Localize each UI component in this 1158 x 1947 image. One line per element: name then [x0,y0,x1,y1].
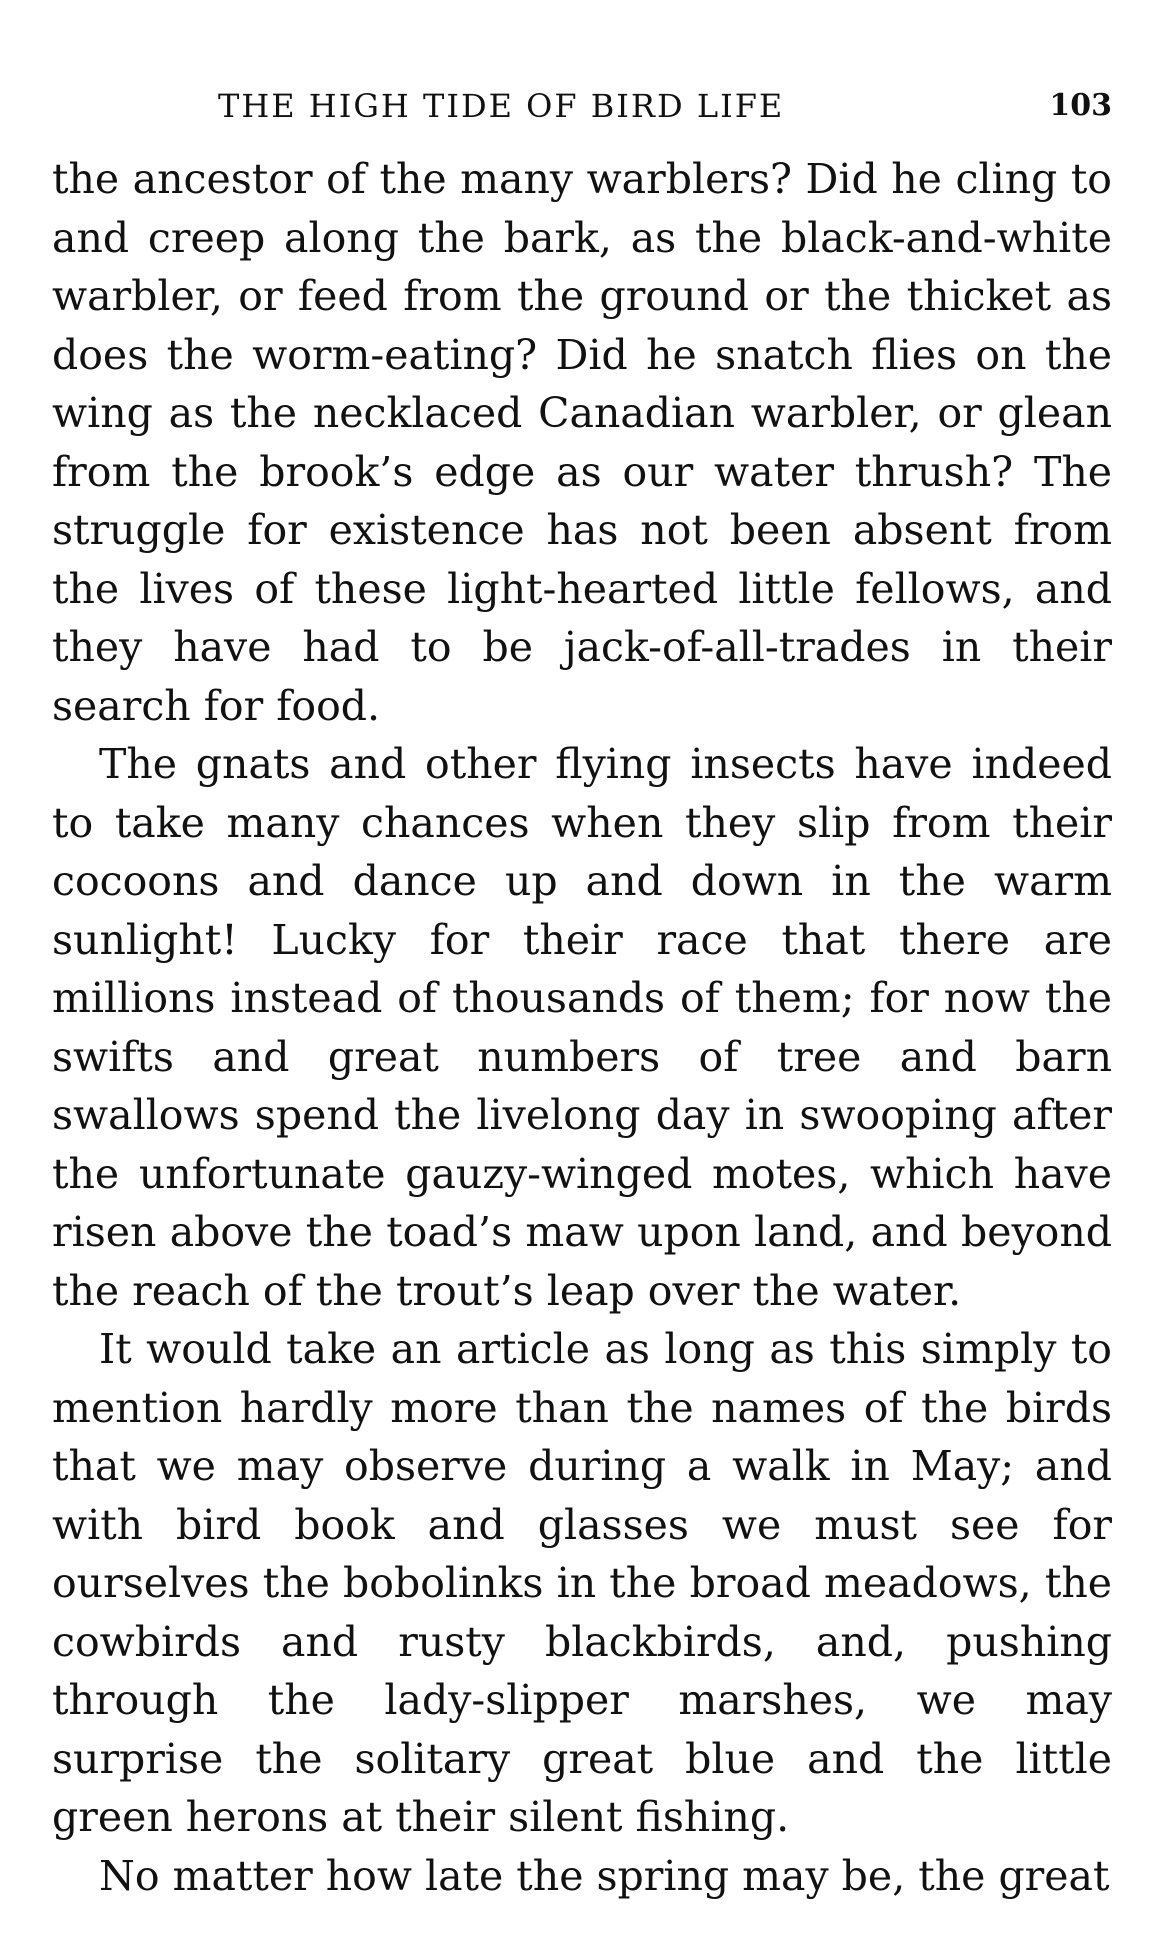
body-text [52,150,1112,1905]
paragraph-insects: The gnats and other flying insects have indeed to take many chances when they slip from their cocoons and dance up and down in the warm sunlight! Lucky for their race that there are millions instead of thousands of them; for now the swifts and great numbers of tree and barn swallows spend the livelong day in swooping after the unfortunate gauzy-winged motes, which have risen above the toad’s maw upon land, and beyond the reach of the trout’s leap over the water. [52,740,1112,1315]
page-number: 103 [1049,88,1112,123]
paragraph-late-spring: No matter how late the spring may be, the great [99,1851,1110,1900]
paragraph-walk-in-may: It would take an article as long as this simply to mention hardly more than the names of the birds that we may observe during a walk in May; and with bird book and glasses we must see for ourselves the bobolinks in the broad meadows, the cowbirds and rusty blackbirds, and, pushing through the lady-slipper marshes, we may surprise the solitary great blue and the little green herons at their silent fishing. [52,1325,1112,1841]
running-head [52,82,1112,130]
running-title: THE HIGH TIDE OF BIRD LIFE [218,87,785,125]
paragraph-continuation: the ancestor of the many warblers? Did he cling to and creep along the bark, as the black-and-white warbler, or feed from the ground or the thicket as does the worm-eating? Did he snatch flies on the wing as the necklaced Canadian warbler, or glean from the brook’s edge as our water thrush? The struggle for existence has not been absent from the lives of these light-hearted little fellows, and they have had to be jack-of-all-trades in their search for food. [52,155,1112,730]
